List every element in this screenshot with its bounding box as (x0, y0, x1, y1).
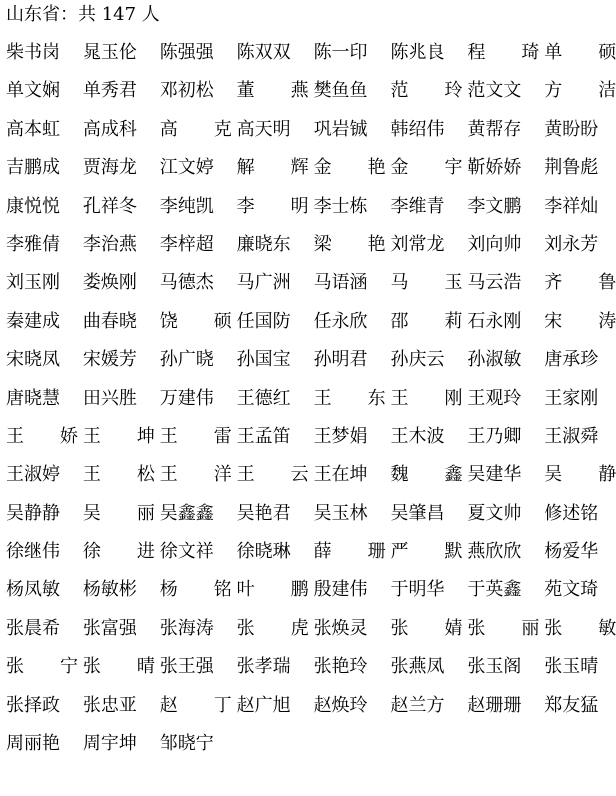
person-name: 曲春晓 (82, 310, 137, 332)
person-name: 范 玲 (390, 80, 463, 102)
person-name: 宋媛芳 (82, 349, 137, 371)
person-name: 吴静静 (6, 502, 60, 524)
person-name: 马广洲 (236, 272, 291, 294)
province-header: 山东省：共 147 人 (6, 4, 160, 25)
person-name: 吴鑫鑫 (159, 502, 214, 524)
person-name: 高成科 (82, 118, 137, 140)
person-name: 燕欣欣 (467, 541, 522, 563)
person-name: 张 婧 (390, 617, 463, 639)
person-name: 李 明 (236, 195, 309, 217)
person-name: 魏 鑫 (390, 464, 463, 486)
person-name: 石永刚 (467, 310, 522, 332)
person-name: 于明华 (390, 579, 445, 601)
person-name: 李纯凯 (159, 195, 214, 217)
person-name: 殷建伟 (313, 579, 368, 601)
person-name: 马云浩 (467, 272, 522, 294)
person-name: 吴建华 (467, 464, 522, 486)
person-name: 修述铭 (544, 502, 599, 524)
person-name: 张 晴 (82, 656, 155, 678)
person-name: 王德红 (236, 387, 291, 409)
person-name: 张 敏 (544, 617, 616, 639)
person-name: 杨 铭 (159, 579, 232, 601)
person-name: 马德杰 (159, 272, 214, 294)
person-name: 秦建成 (6, 310, 60, 332)
person-name: 单 硕 (544, 42, 616, 63)
person-name: 唐晓慧 (6, 387, 60, 409)
person-name: 王观玲 (467, 387, 522, 409)
person-name: 陈兆良 (390, 42, 445, 63)
person-name: 陈一印 (313, 42, 368, 63)
person-name: 巩岩铖 (313, 118, 368, 140)
person-name: 王淑婷 (6, 464, 60, 486)
person-name: 李雅倩 (6, 233, 60, 255)
person-name: 张孝瑞 (236, 656, 291, 678)
person-name: 樊鱼鱼 (313, 80, 368, 102)
person-name: 孙国宝 (236, 349, 291, 371)
person-name: 王 东 (313, 387, 386, 409)
person-name: 陈双双 (236, 42, 291, 63)
person-name: 任永欣 (313, 310, 368, 332)
name-list (6, 34, 616, 763)
person-name: 赵焕玲 (313, 694, 368, 716)
person-name: 王在坤 (313, 464, 368, 486)
person-name: 苑文琦 (544, 579, 599, 601)
person-name: 张燕凤 (390, 656, 445, 678)
person-name: 邵 莉 (390, 310, 463, 332)
person-name: 李祥灿 (544, 195, 599, 217)
person-name: 孔祥冬 (82, 195, 137, 217)
person-name: 李治燕 (82, 233, 137, 255)
person-name: 梁 艳 (313, 233, 386, 255)
person-name: 王家刚 (544, 387, 599, 409)
person-name: 赵广旭 (236, 694, 291, 716)
person-name: 宋晓凤 (6, 349, 60, 371)
person-name: 李士栋 (313, 195, 368, 217)
person-name: 娄焕刚 (82, 272, 137, 294)
person-name: 张玉晴 (544, 656, 599, 678)
person-name: 王 云 (236, 464, 309, 486)
person-name: 孙淑敏 (467, 349, 522, 371)
person-name: 陈强强 (159, 42, 214, 63)
person-name: 张 宁 (6, 656, 78, 678)
person-name: 郑友猛 (544, 694, 599, 716)
person-name: 李梓超 (159, 233, 214, 255)
person-name: 荆鲁彪 (544, 157, 599, 179)
person-name: 徐晓琳 (236, 541, 291, 563)
person-name: 柴书岗 (6, 42, 60, 63)
person-name: 张王强 (159, 656, 214, 678)
person-name: 张艳玲 (313, 656, 368, 678)
person-name: 贾海龙 (82, 157, 137, 179)
person-name: 吴艳君 (236, 502, 291, 524)
person-name: 李维青 (390, 195, 445, 217)
person-name: 张海涛 (159, 617, 214, 639)
person-name: 王 雷 (159, 425, 232, 447)
person-name: 董 燕 (236, 80, 309, 102)
person-name: 马 玉 (390, 272, 463, 294)
person-name: 王 坤 (82, 425, 155, 447)
person-name: 严 默 (390, 541, 463, 563)
person-name: 齐 鲁 (544, 272, 616, 294)
person-name: 徐继伟 (6, 541, 60, 563)
person-name: 王 娇 (6, 425, 78, 447)
person-name: 孙明君 (313, 349, 368, 371)
person-name: 张焕灵 (313, 617, 368, 639)
person-name: 徐 进 (82, 541, 155, 563)
person-name: 刘玉刚 (6, 272, 60, 294)
person-name: 王 洋 (159, 464, 232, 486)
person-name: 吴玉林 (313, 502, 368, 524)
person-name: 邓初松 (159, 80, 214, 102)
person-name: 吉鹏成 (6, 157, 60, 179)
person-name: 赵兰方 (390, 694, 445, 716)
person-name: 范文文 (467, 80, 522, 102)
person-name: 张富强 (82, 617, 137, 639)
person-name: 黄帮存 (467, 118, 522, 140)
person-name: 黄盼盼 (544, 118, 599, 140)
person-name: 高本虹 (6, 118, 60, 140)
person-name: 马语涵 (313, 272, 368, 294)
person-name: 杨爱华 (544, 541, 599, 563)
person-name: 张晨希 (6, 617, 60, 639)
person-name: 高天明 (236, 118, 291, 140)
person-name: 靳娇娇 (467, 157, 522, 179)
person-name: 孙广晓 (159, 349, 214, 371)
person-name: 万建伟 (159, 387, 214, 409)
person-name: 孙庆云 (390, 349, 445, 371)
person-name: 张择政 (6, 694, 60, 716)
person-name: 邹晓宁 (159, 733, 214, 755)
person-name: 赵 丁 (159, 694, 232, 716)
person-name: 张 丽 (467, 617, 540, 639)
person-name: 赵珊珊 (467, 694, 522, 716)
person-name: 康悦悦 (6, 195, 60, 217)
person-name: 廉晓东 (236, 233, 291, 255)
person-name: 吴 静 (544, 464, 616, 486)
person-name: 韩绍伟 (390, 118, 445, 140)
person-name: 单文娴 (6, 80, 60, 102)
person-name: 刘常龙 (390, 233, 445, 255)
person-name: 任国防 (236, 310, 291, 332)
person-name: 张玉阁 (467, 656, 522, 678)
person-name: 周宇坤 (82, 733, 137, 755)
person-name: 夏文帅 (467, 502, 522, 524)
person-name: 王淑舜 (544, 425, 599, 447)
person-name: 金 艳 (313, 157, 386, 179)
person-name: 唐承珍 (544, 349, 599, 371)
person-name: 周丽艳 (6, 733, 60, 755)
person-name: 刘向帅 (467, 233, 522, 255)
person-name: 王木波 (390, 425, 445, 447)
person-name: 吴 丽 (82, 502, 155, 524)
person-name: 王梦娟 (313, 425, 368, 447)
person-name: 田兴胜 (82, 387, 137, 409)
person-name: 王孟笛 (236, 425, 291, 447)
person-name: 薛 珊 (313, 541, 386, 563)
person-name: 王乃卿 (467, 425, 522, 447)
person-name: 徐文祥 (159, 541, 214, 563)
person-name: 方 洁 (544, 80, 616, 102)
person-name: 张忠亚 (82, 694, 137, 716)
person-name: 饶 硕 (159, 310, 232, 332)
person-name: 于英鑫 (467, 579, 522, 601)
person-name: 王 松 (82, 464, 155, 486)
person-name: 吴肇昌 (390, 502, 445, 524)
person-name: 程 琦 (467, 42, 540, 63)
person-name: 江文婷 (159, 157, 214, 179)
person-name: 金 宇 (390, 157, 463, 179)
person-name: 叶 鹏 (236, 579, 309, 601)
person-name: 宋 涛 (544, 310, 616, 332)
person-name: 李文鹏 (467, 195, 522, 217)
person-name: 刘永芳 (544, 233, 599, 255)
person-name: 杨敏彬 (82, 579, 137, 601)
person-name: 晁玉伦 (82, 42, 137, 63)
person-name: 杨凤敏 (6, 579, 60, 601)
person-name: 王 刚 (390, 387, 463, 409)
person-name: 张 虎 (236, 617, 309, 639)
person-name: 单秀君 (82, 80, 137, 102)
person-name: 高 克 (159, 118, 232, 140)
person-name: 解 辉 (236, 157, 309, 179)
